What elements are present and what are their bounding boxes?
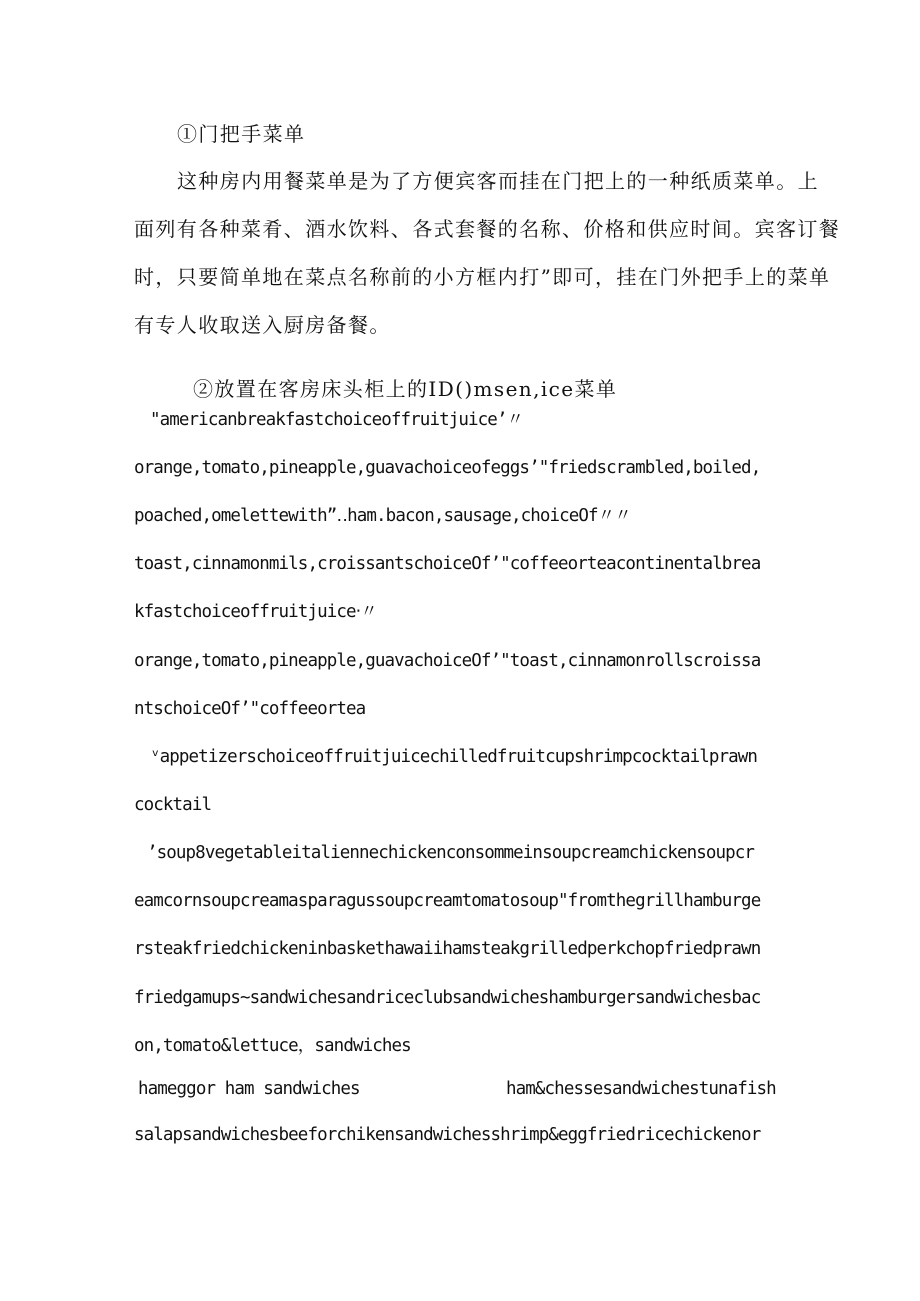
menu-line: ’soup8vegetableitaliennechickenconsommeinsoupcreamchickensoupcr: [147, 843, 755, 863]
menu-line: salapsandwichesbeeforchikensandwichesshrimp&eggfriedricechickenor: [134, 1125, 761, 1145]
menu-line: toast,cinnamonmils,croissantschoiceOf’"coffeeorteacontinentalbrea: [134, 554, 761, 574]
paragraph-line: 时，只要简单地在菜点名称前的小方框内打”即可，挂在门外把手上的菜单: [134, 265, 831, 289]
menu-line: cocktail: [134, 795, 212, 815]
menu-line: kfastchoiceoffruitjuice‧〃: [134, 602, 377, 622]
menu-line: ntschoiceOf’"coffeeortea: [134, 699, 366, 719]
menu-line: poached,omelettewith”‥ham.bacon,sausage,choiceOf〃〃: [134, 506, 631, 526]
menu-line: "americanbreakfastchoiceoffruitjuice’〃: [150, 410, 524, 430]
paragraph-line: 面列有各种菜肴、酒水饮料、各式套餐的名称、价格和供应时间。宾客订餐: [134, 217, 841, 241]
section-heading-bedside-menu: ②放置在客房床头柜上的ID()msen,ice菜单: [193, 377, 618, 401]
menu-line: on,tomato&lettuce，sandwiches: [134, 1036, 411, 1056]
menu-line-split-left: hameggor ham sandwiches: [138, 1079, 360, 1099]
menu-line: ᵛappetizerschoiceoffruitjuicechilledfruitcupshrimpcocktailprawn: [150, 747, 758, 767]
paragraph-line: 这种房内用餐菜单是为了方便宾客而挂在门把上的一种纸质菜单。上: [177, 169, 819, 193]
menu-line: friedgamups~sandwichesandriceclubsandwicheshamburgersandwichesbac: [134, 988, 761, 1008]
section-heading-door-handle-menu: ①门把手菜单: [177, 122, 306, 146]
menu-line: orange,tomato,pineapple,guavachoiceOf’"toast,cinnamonrollscroissa: [134, 651, 761, 671]
menu-line: eamcornsoupcreamasparagussoupcreamtomatosoup"fromthegrillhamburge: [134, 891, 761, 911]
menu-line: rsteakfriedchickeninbaskethawaiihamsteakgrilledperkchopfriedprawn: [134, 939, 761, 959]
menu-line-split-right: ham&chessesandwichestunafish: [506, 1079, 776, 1099]
menu-line: orange,tomato,pineapple,guavachoiceofeggs’"friedscrambled,boiled,: [134, 458, 761, 478]
paragraph-line: 有专人收取送入厨房备餐。: [134, 313, 391, 337]
